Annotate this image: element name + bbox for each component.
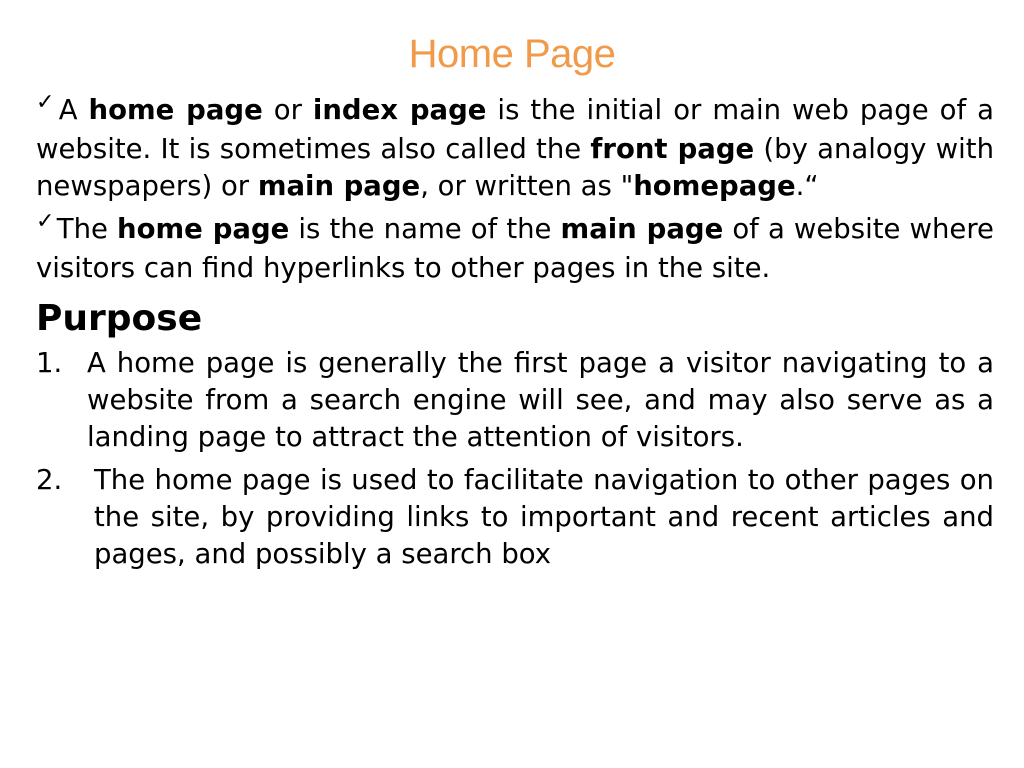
list-item-text: A home page is generally the first page a visitor navigating to a website from a search engine will see, and may also serve as a landing page to attract the attention of visitors. [87, 347, 994, 453]
text-segment: A [58, 94, 89, 126]
bold-term-homepage: homepage [633, 170, 796, 202]
list-number: 2. [36, 464, 63, 496]
checkmark-icon: ✓ [36, 90, 57, 115]
bold-term-index-page: index page [312, 94, 487, 126]
bullet-main-page [36, 211, 994, 287]
purpose-list [36, 345, 994, 573]
slide-title: Home Page [408, 32, 616, 76]
list-item-text: The home page is used to facilitate navigation to other pages on the site, by providing links to important and recent articles and pages, and possibly a search box [94, 464, 994, 570]
text-segment: .“ [795, 170, 819, 202]
slide-body [36, 92, 994, 573]
bold-term-home-page: home page [88, 94, 263, 126]
text-segment: or [262, 94, 313, 126]
text-segment: The [56, 213, 118, 245]
list-number: 1. [36, 347, 63, 379]
bold-term-home-page: home page [117, 213, 290, 245]
text-segment: is the name of the [289, 213, 561, 245]
bold-term-main-page: main page [257, 170, 421, 202]
text-segment: is the initial or main web page of a website. It is sometimes also called the [36, 94, 994, 165]
section-heading-purpose: Purpose [36, 298, 203, 339]
bold-term-front-page: front page [590, 133, 755, 165]
list-item [36, 345, 994, 456]
text-segment: , or written as " [420, 170, 634, 202]
list-item [36, 462, 994, 573]
bold-term-main-page: main page [560, 213, 724, 245]
bullet-definition [36, 92, 994, 205]
checkmark-icon: ✓ [36, 209, 55, 234]
text-segment: of a website where visitors can find hyperlinks to other pages in the site. [36, 213, 994, 284]
text-segment: (by analogy with newspapers) or [36, 133, 994, 202]
